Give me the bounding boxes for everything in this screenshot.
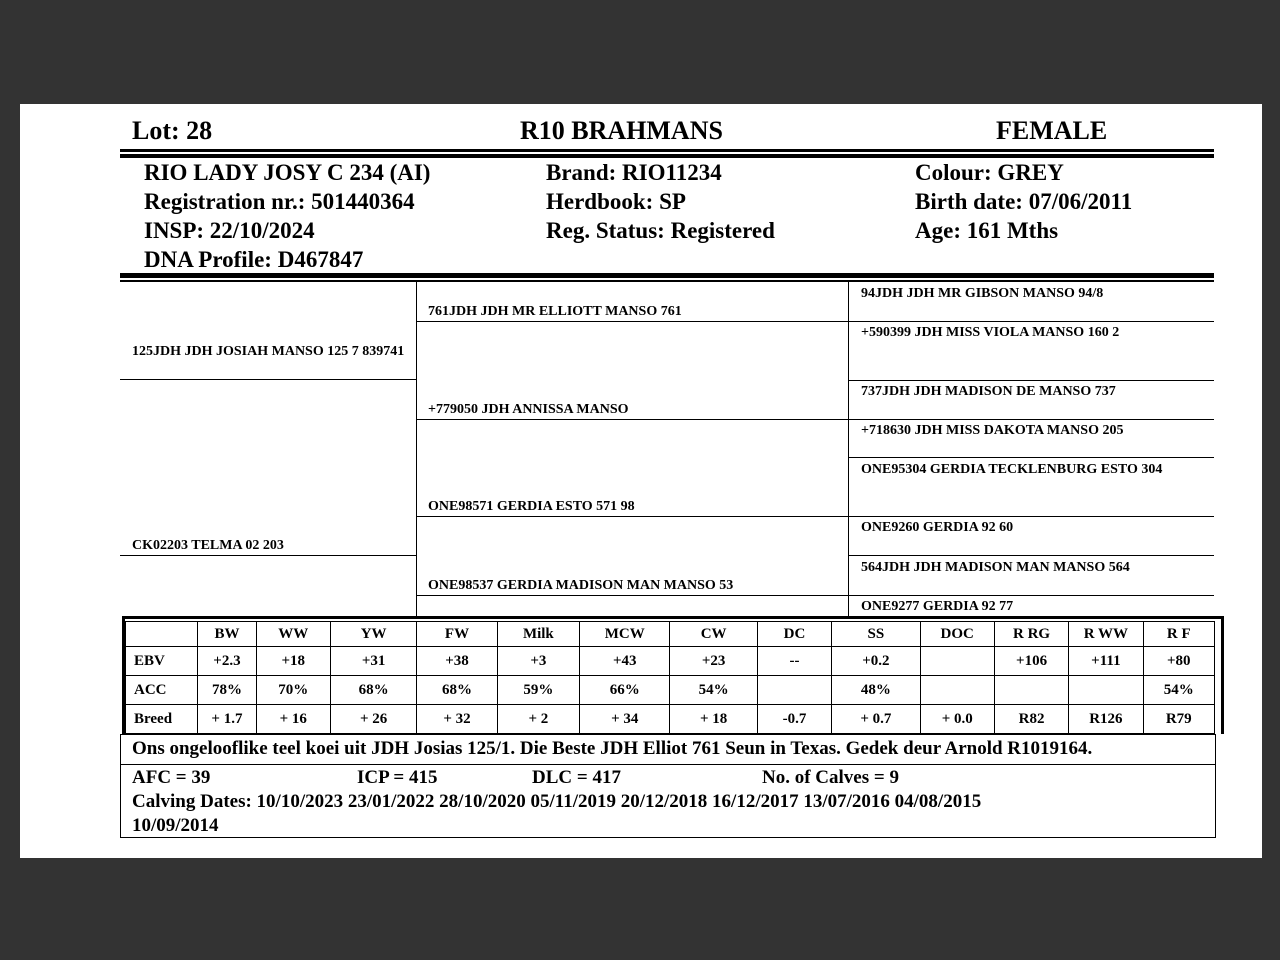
pedigree-gg-7: 564JDH JDH MADISON MAN MANSO 564 <box>861 560 1130 575</box>
age: Age: 161 Mths <box>915 218 1059 243</box>
header-rule-thick <box>120 154 1214 158</box>
ebv-row-label: EBV <box>126 647 198 676</box>
ebv-header-cell: YW <box>330 622 416 647</box>
dna-profile: DNA Profile: D467847 <box>144 247 364 272</box>
ebv-header-row <box>126 622 1215 647</box>
ebv-cell: +3 <box>497 647 579 676</box>
breeder-note: Ons ongelooflike teel koei uit JDH Josias 125/1. Die Beste JDH Elliot 761 Seun in Texas. Gedek deur Arnold R1019164. <box>132 738 1093 759</box>
pedigree-dam-dam: ONE98537 GERDIA MADISON MAN MANSO 53 <box>428 578 734 593</box>
calving-dates-continued: 10/09/2014 <box>132 815 219 836</box>
ebv-cell: + 18 <box>670 705 757 734</box>
brand: Brand: RIO11234 <box>546 160 722 185</box>
ebv-cell: 54% <box>670 676 757 705</box>
ebv-cell: +106 <box>994 647 1068 676</box>
sire-sire-line <box>416 321 848 322</box>
ebv-cell <box>757 676 831 705</box>
ebv-cell: 68% <box>330 676 416 705</box>
ebv-header-cell: SS <box>832 622 920 647</box>
ebv-cell: 48% <box>832 676 920 705</box>
note-box <box>120 734 1216 765</box>
pedigree-gg-8: ONE9277 GERDIA 92 77 <box>861 599 1014 614</box>
gen1-divider <box>416 282 417 616</box>
ebv-header-cell: R RG <box>994 622 1068 647</box>
ebv-cell: + 34 <box>580 705 670 734</box>
pedigree-gg-1: 94JDH JDH MR GIBSON MANSO 94/8 <box>861 286 1104 301</box>
pedigree-gg-2: +590399 JDH MISS VIOLA MANSO 160 2 <box>861 325 1120 340</box>
pedigree-sire-sire: 761JDH JDH MR ELLIOTT MANSO 761 <box>428 304 682 319</box>
header-rule <box>120 149 1214 152</box>
herdbook: Herdbook: SP <box>546 189 686 214</box>
ebv-cell: +80 <box>1143 647 1214 676</box>
gg-line <box>848 516 1214 517</box>
ebv-header-cell: FW <box>417 622 497 647</box>
ebv-cell: +0.2 <box>832 647 920 676</box>
afc: AFC = 39 <box>132 767 211 788</box>
breeder-name: R10 BRAHMANS <box>520 116 723 145</box>
ebv-cell: +2.3 <box>198 647 256 676</box>
pedigree-gg-5: ONE95304 GERDIA TECKLENBURG ESTO 304 <box>861 462 1163 477</box>
gg-line <box>848 457 1214 458</box>
ebv-header-cell: MCW <box>580 622 670 647</box>
ebv-cell: +31 <box>330 647 416 676</box>
inspection-date: INSP: 22/10/2024 <box>144 218 315 243</box>
ebv-header-cell: R F <box>1143 622 1214 647</box>
ebv-cell: R79 <box>1143 705 1214 734</box>
ebv-table <box>122 616 1224 734</box>
ebv-cell: +18 <box>256 647 330 676</box>
ebv-cell: + 0.0 <box>920 705 994 734</box>
calving-dates: Calving Dates: 10/10/2023 23/01/2022 28/10/2020 05/11/2019 20/12/2018 16/12/2017 13/07/2016 04/08/2015 <box>132 791 982 812</box>
ebv-cell: + 1.7 <box>198 705 256 734</box>
ebv-cell: +111 <box>1069 647 1143 676</box>
info-rule-thin <box>120 280 1214 282</box>
ebv-cell: 59% <box>497 676 579 705</box>
pedigree-dam-sire: ONE98571 GERDIA ESTO 571 98 <box>428 499 635 514</box>
ebv-cell: + 32 <box>417 705 497 734</box>
gg-line <box>848 595 1214 596</box>
dam-sire-line <box>416 516 848 517</box>
ebv-row-label: Breed <box>126 705 198 734</box>
ebv-row <box>126 676 1215 705</box>
ebv-cell: + 16 <box>256 705 330 734</box>
dlc: DLC = 417 <box>532 767 621 788</box>
gg-line <box>848 321 1214 322</box>
gen2-divider <box>848 282 849 616</box>
birth-date: Birth date: 07/06/2011 <box>915 189 1133 214</box>
registration-status: Reg. Status: Registered <box>546 218 775 243</box>
pedigree-dam: CK02203 TELMA 02 203 <box>132 538 284 553</box>
ebv-header-cell <box>126 622 198 647</box>
ebv-header-cell: DOC <box>920 622 994 647</box>
pedigree-gg-3: 737JDH JDH MADISON DE MANSO 737 <box>861 384 1116 399</box>
ebv-cell: 66% <box>580 676 670 705</box>
ebv-cell: +38 <box>417 647 497 676</box>
registration-number: Registration nr.: 501440364 <box>144 189 415 214</box>
animal-name: RIO LADY JOSY C 234 (AI) <box>144 160 431 185</box>
dam-dam-line <box>416 595 848 596</box>
gg-line <box>848 419 1214 420</box>
ebv-cell <box>920 647 994 676</box>
pedigree-gg-6: ONE9260 GERDIA 92 60 <box>861 520 1014 535</box>
ebv-header-cell: CW <box>670 622 757 647</box>
dam-line <box>120 555 416 556</box>
ebv-cell: 68% <box>417 676 497 705</box>
colour: Colour: GREY <box>915 160 1064 185</box>
ebv-row-label: ACC <box>126 676 198 705</box>
ebv-cell <box>1069 676 1143 705</box>
icp: ICP = 415 <box>357 767 438 788</box>
ebv-cell <box>994 676 1068 705</box>
ebv-header-cell: BW <box>198 622 256 647</box>
pedigree-gg-4: +718630 JDH MISS DAKOTA MANSO 205 <box>861 423 1124 438</box>
ebv-cell: R82 <box>994 705 1068 734</box>
ebv-cell: + 26 <box>330 705 416 734</box>
lot-card <box>20 104 1262 858</box>
ebv-cell: + 2 <box>497 705 579 734</box>
ebv-cell: -0.7 <box>757 705 831 734</box>
gg-line <box>848 380 1214 381</box>
calving-box <box>120 764 1216 838</box>
lot-number: Lot: 28 <box>132 116 213 145</box>
ebv-header-cell: WW <box>256 622 330 647</box>
pedigree-sire: 125JDH JDH JOSIAH MANSO 125 7 839741 <box>132 344 405 359</box>
ebv-cell: 78% <box>198 676 256 705</box>
ebv-cell: 70% <box>256 676 330 705</box>
ebv-cell: 54% <box>1143 676 1214 705</box>
ebv-cell: -- <box>757 647 831 676</box>
number-of-calves: No. of Calves = 9 <box>762 767 899 788</box>
ebv-row <box>126 705 1215 734</box>
ebv-cell <box>920 676 994 705</box>
ebv-cell: R126 <box>1069 705 1143 734</box>
pedigree-sire-dam: +779050 JDH ANNISSA MANSO <box>428 402 629 417</box>
ebv-cell: +43 <box>580 647 670 676</box>
ebv-header-cell: Milk <box>497 622 579 647</box>
animal-sex: FEMALE <box>996 116 1108 145</box>
ebv-cell: + 0.7 <box>832 705 920 734</box>
ebv-header-cell: DC <box>757 622 831 647</box>
sire-dam-line <box>416 419 848 420</box>
ebv-cell: +23 <box>670 647 757 676</box>
sire-line <box>120 379 416 380</box>
info-rule <box>120 273 1214 278</box>
ebv-row <box>126 647 1215 676</box>
ebv-header-cell: R WW <box>1069 622 1143 647</box>
gg-line <box>848 555 1214 556</box>
